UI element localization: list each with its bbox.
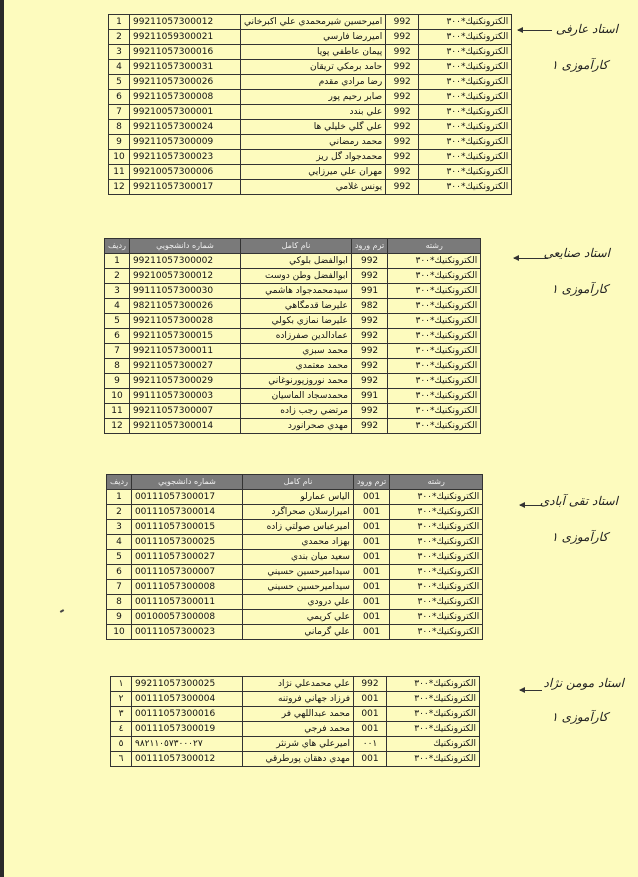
table-row bbox=[107, 490, 483, 505]
row-number-cell: 10 bbox=[105, 389, 130, 404]
student-name-cell: سيدمحمدجواد هاشمي bbox=[240, 284, 351, 299]
row-number-cell: 6 bbox=[105, 329, 130, 344]
table-row bbox=[105, 269, 481, 284]
roster-header bbox=[105, 239, 481, 254]
row-number-cell: 4 bbox=[107, 535, 132, 550]
entry-term-cell: 991 bbox=[351, 389, 387, 404]
table-row bbox=[109, 165, 512, 180]
student-name-cell: ابوالفضل بلوكي bbox=[240, 254, 351, 269]
entry-term-cell: 001 bbox=[353, 490, 389, 505]
major-cell: الكترونكنيك*٣٠٠ bbox=[419, 60, 512, 75]
entry-term-cell: 992 bbox=[351, 359, 387, 374]
entry-term-cell: 992 bbox=[386, 90, 419, 105]
roster-body bbox=[111, 677, 480, 767]
major-cell: الكترونكنيك*٣٠٠ bbox=[419, 105, 512, 120]
student-id-cell: 00111057300011 bbox=[131, 595, 242, 610]
student-name-cell: علي محمدعلي نژاد bbox=[243, 677, 354, 692]
roster-table-arefi bbox=[108, 14, 512, 195]
student-id-cell: 00111057300016 bbox=[132, 707, 243, 722]
entry-term-cell: 001 bbox=[353, 565, 389, 580]
entry-term-cell: 001 bbox=[353, 625, 389, 640]
table-row bbox=[105, 389, 481, 404]
entry-term-cell: 992 bbox=[386, 30, 419, 45]
row-number-cell: 10 bbox=[107, 625, 132, 640]
course-note-momennejad bbox=[551, 710, 608, 724]
student-id-cell: 99211057300016 bbox=[130, 45, 241, 60]
course-note-taghiabadi bbox=[551, 530, 608, 544]
major-cell: الكترونكنيك*٣٠٠ bbox=[390, 610, 483, 625]
student-id-cell: 99211057300029 bbox=[129, 374, 240, 389]
student-name-cell: علي گلي خليلي ها bbox=[241, 120, 386, 135]
major-cell: الكترونكنيك*٣٠٠ bbox=[388, 314, 481, 329]
entry-term-cell: 001 bbox=[354, 692, 387, 707]
student-id-cell: 00100057300008 bbox=[131, 610, 242, 625]
header-entry-term-cell: ترم ورود bbox=[353, 475, 389, 490]
table-row bbox=[109, 75, 512, 90]
entry-term-cell: 001 bbox=[353, 520, 389, 535]
table-row bbox=[111, 692, 480, 707]
table-row bbox=[107, 505, 483, 520]
student-id-cell: 99211057300024 bbox=[130, 120, 241, 135]
roster-body bbox=[105, 254, 481, 434]
student-name-cell: فرزاد جهاني فروتنه bbox=[243, 692, 354, 707]
row-number-cell: 12 bbox=[105, 419, 130, 434]
entry-term-cell: 992 bbox=[386, 105, 419, 120]
major-cell: الكترونكنيك*٣٠٠ bbox=[388, 329, 481, 344]
major-cell: الكترونكنيك*٣٠٠ bbox=[388, 284, 481, 299]
entry-term-cell: 001 bbox=[353, 550, 389, 565]
row-number-cell: 2 bbox=[105, 269, 130, 284]
major-cell: الكترونكنيك*٣٠٠ bbox=[419, 180, 512, 195]
student-id-cell: 99211057300012 bbox=[130, 15, 241, 30]
student-id-cell: 99211057300011 bbox=[129, 344, 240, 359]
table-row bbox=[105, 299, 481, 314]
roster-body bbox=[109, 15, 512, 195]
table-row bbox=[105, 284, 481, 299]
course-name: کارآموزی ۱ bbox=[551, 710, 608, 724]
student-name-cell: سيداميرحسين حسيني bbox=[242, 580, 353, 595]
major-cell: الكترونكنيك*٣٠٠ bbox=[388, 359, 481, 374]
header-entry-term-cell: ترم ورود bbox=[351, 239, 387, 254]
student-name-cell: محمد سبزي bbox=[240, 344, 351, 359]
entry-term-cell: 001 bbox=[353, 535, 389, 550]
entry-term-cell: 992 bbox=[351, 254, 387, 269]
table-row bbox=[107, 595, 483, 610]
roster-header bbox=[107, 475, 483, 490]
table-row bbox=[107, 625, 483, 640]
student-name-cell: محمد فرجي bbox=[243, 722, 354, 737]
entry-term-cell: 001 bbox=[354, 752, 387, 767]
row-number-cell: 5 bbox=[107, 550, 132, 565]
instructor-note-sanaei bbox=[544, 246, 610, 260]
entry-term-cell: 992 bbox=[386, 180, 419, 195]
entry-term-cell: 001 bbox=[353, 595, 389, 610]
row-number-cell: 5 bbox=[105, 314, 130, 329]
entry-term-cell: 001 bbox=[353, 580, 389, 595]
entry-term-cell: 992 bbox=[351, 314, 387, 329]
row-number-cell: 4 bbox=[109, 60, 130, 75]
student-name-cell: رضا مرادي مقدم bbox=[241, 75, 386, 90]
student-name-cell: ابوالفضل وطن دوست bbox=[240, 269, 351, 284]
student-id-cell: 99211057300031 bbox=[130, 60, 241, 75]
major-cell: الكترونكنيك*٣٠٠ bbox=[387, 722, 480, 737]
entry-term-cell: 992 bbox=[351, 344, 387, 359]
student-id-cell: 00111057300027 bbox=[131, 550, 242, 565]
table-row bbox=[109, 60, 512, 75]
student-name-cell: عمادالدين صفرزاده bbox=[240, 329, 351, 344]
student-name-cell: سعيد ميان بندي bbox=[242, 550, 353, 565]
major-cell: الكترونكنيك*٣٠٠ bbox=[390, 535, 483, 550]
major-cell: الكترونكنيك*٣٠٠ bbox=[419, 165, 512, 180]
row-number-cell: 2 bbox=[107, 505, 132, 520]
student-id-cell: 99211057300002 bbox=[129, 254, 240, 269]
student-name-cell: عليرضا نمازي بكولي bbox=[240, 314, 351, 329]
major-cell: الكترونكنيك*٣٠٠ bbox=[419, 90, 512, 105]
row-number-cell: 12 bbox=[109, 180, 130, 195]
table-row bbox=[105, 404, 481, 419]
table-row bbox=[107, 580, 483, 595]
header-student-name-cell: نام كامل bbox=[240, 239, 351, 254]
header-row-number-cell: رديف bbox=[105, 239, 130, 254]
note-arrow bbox=[520, 505, 542, 506]
major-cell: الكترونكنيك*٣٠٠ bbox=[388, 269, 481, 284]
entry-term-cell: 992 bbox=[386, 75, 419, 90]
row-number-cell: 11 bbox=[105, 404, 130, 419]
major-cell: الكترونكنيك*٣٠٠ bbox=[387, 677, 480, 692]
entry-term-cell: 992 bbox=[386, 60, 419, 75]
entry-term-cell: 992 bbox=[386, 150, 419, 165]
row-number-cell: 9 bbox=[109, 135, 130, 150]
entry-term-cell: 992 bbox=[386, 15, 419, 30]
row-number-cell: 7 bbox=[109, 105, 130, 120]
table-row bbox=[105, 314, 481, 329]
major-cell: الكترونكنيك*٣٠٠ bbox=[390, 595, 483, 610]
entry-term-cell: 001 bbox=[353, 610, 389, 625]
student-id-cell: 99211057300028 bbox=[129, 314, 240, 329]
student-id-cell: 00111057300017 bbox=[131, 490, 242, 505]
student-id-cell: 99211057300008 bbox=[130, 90, 241, 105]
student-name-cell: محمد نوروزپورنوغاني bbox=[240, 374, 351, 389]
entry-term-cell: ٠٠١ bbox=[354, 737, 387, 752]
row-number-cell: 3 bbox=[105, 284, 130, 299]
entry-term-cell: 992 bbox=[351, 269, 387, 284]
row-number-cell: ١ bbox=[111, 677, 132, 692]
entry-term-cell: 991 bbox=[351, 284, 387, 299]
major-cell: الكترونكنيك*٣٠٠ bbox=[387, 707, 480, 722]
header-student-id-cell: شماره دانشجويي bbox=[131, 475, 242, 490]
entry-term-cell: 992 bbox=[351, 404, 387, 419]
student-name-cell: عليرضا قدمگاهي bbox=[240, 299, 351, 314]
row-number-cell: 1 bbox=[105, 254, 130, 269]
student-name-cell: اميرارسلان صحراگرد bbox=[242, 505, 353, 520]
student-name-cell: محمد معتمدي bbox=[240, 359, 351, 374]
row-number-cell: 7 bbox=[107, 580, 132, 595]
roster-body bbox=[107, 490, 483, 640]
table-row bbox=[109, 135, 512, 150]
header-student-name-cell: نام كامل bbox=[242, 475, 353, 490]
student-id-cell: 99211057300025 bbox=[132, 677, 243, 692]
entry-term-cell: 982 bbox=[351, 299, 387, 314]
student-name-cell: اميرحسين شيرمحمدي علي اكبرخاني bbox=[241, 15, 386, 30]
header-major-cell: رشته bbox=[390, 475, 483, 490]
major-cell: الكترونكنيك*٣٠٠ bbox=[390, 550, 483, 565]
row-number-cell: 10 bbox=[109, 150, 130, 165]
table-row bbox=[107, 610, 483, 625]
table-row bbox=[111, 752, 480, 767]
student-name-cell: علي درودي bbox=[242, 595, 353, 610]
entry-term-cell: 992 bbox=[354, 677, 387, 692]
course-name: کارآموزی ۱ bbox=[551, 530, 608, 544]
major-cell: الكترونكنيك*٣٠٠ bbox=[390, 580, 483, 595]
row-number-cell: ٦ bbox=[111, 752, 132, 767]
student-id-cell: 00111057300014 bbox=[131, 505, 242, 520]
row-number-cell: 1 bbox=[109, 15, 130, 30]
major-cell: الكترونكنيك*٣٠٠ bbox=[388, 299, 481, 314]
row-number-cell: ٣ bbox=[111, 707, 132, 722]
scan-edge bbox=[0, 0, 4, 877]
major-cell: الكترونكنيك*٣٠٠ bbox=[388, 344, 481, 359]
student-name-cell: پيمان عاطفي پويا bbox=[241, 45, 386, 60]
header-row bbox=[107, 475, 483, 490]
major-cell: الكترونكنيك*٣٠٠ bbox=[390, 625, 483, 640]
major-cell: الكترونكنيك*٣٠٠ bbox=[388, 419, 481, 434]
student-name-cell: مرتضي رجب زاده bbox=[240, 404, 351, 419]
major-cell: الكترونكنيك*٣٠٠ bbox=[419, 135, 512, 150]
student-id-cell: 00111057300004 bbox=[132, 692, 243, 707]
table-row bbox=[107, 550, 483, 565]
row-number-cell: 6 bbox=[109, 90, 130, 105]
major-cell: الكترونكنيك*٣٠٠ bbox=[390, 565, 483, 580]
student-id-cell: 99211057300017 bbox=[130, 180, 241, 195]
course-note-arefi bbox=[551, 58, 608, 72]
student-name-cell: محمدجواد گل ريز bbox=[241, 150, 386, 165]
row-number-cell: 5 bbox=[109, 75, 130, 90]
table-row bbox=[111, 677, 480, 692]
student-id-cell: 00111057300019 bbox=[132, 722, 243, 737]
entry-term-cell: 992 bbox=[386, 45, 419, 60]
major-cell: الكترونكنيك bbox=[387, 737, 480, 752]
instructor-name: استاد تقی آبادی bbox=[539, 494, 618, 508]
row-number-cell: 2 bbox=[109, 30, 130, 45]
table-row bbox=[107, 535, 483, 550]
entry-term-cell: 992 bbox=[351, 419, 387, 434]
roster-table-momennejad bbox=[110, 676, 480, 767]
table-row bbox=[109, 90, 512, 105]
table-row bbox=[109, 150, 512, 165]
major-cell: الكترونكنيك*٣٠٠ bbox=[388, 254, 481, 269]
header-row-number-cell: رديف bbox=[107, 475, 132, 490]
student-id-cell: 99211057300023 bbox=[130, 150, 241, 165]
student-id-cell: 99210057300006 bbox=[130, 165, 241, 180]
row-number-cell: ٤ bbox=[111, 722, 132, 737]
major-cell: الكترونكنيك*٣٠٠ bbox=[390, 505, 483, 520]
student-id-cell: 99211057300014 bbox=[129, 419, 240, 434]
entry-term-cell: 992 bbox=[386, 135, 419, 150]
student-id-cell: 00111057300012 bbox=[132, 752, 243, 767]
major-cell: الكترونكنيك*٣٠٠ bbox=[388, 389, 481, 404]
student-name-cell: مهدي صحرانورد bbox=[240, 419, 351, 434]
student-name-cell: يونس غلامي bbox=[241, 180, 386, 195]
major-cell: الكترونكنيك*٣٠٠ bbox=[419, 30, 512, 45]
instructor-name: استاد عارفی bbox=[555, 22, 618, 36]
table-row bbox=[105, 344, 481, 359]
row-number-cell: 1 bbox=[107, 490, 132, 505]
table-row bbox=[109, 105, 512, 120]
instructor-note-momennejad bbox=[544, 676, 624, 690]
major-cell: الكترونكنيك*٣٠٠ bbox=[387, 692, 480, 707]
row-number-cell: 8 bbox=[109, 120, 130, 135]
table-row bbox=[109, 45, 512, 60]
entry-term-cell: 001 bbox=[354, 722, 387, 737]
row-number-cell: 9 bbox=[105, 374, 130, 389]
student-name-cell: سيداميرحسين حسيني bbox=[242, 565, 353, 580]
table-row bbox=[105, 374, 481, 389]
student-id-cell: 99211057300027 bbox=[129, 359, 240, 374]
major-cell: الكترونكنيك*٣٠٠ bbox=[419, 45, 512, 60]
table-row bbox=[105, 329, 481, 344]
row-number-cell: 4 bbox=[105, 299, 130, 314]
roster-table-sanaei bbox=[104, 238, 481, 434]
instructor-name: استاد مومن نژاد bbox=[543, 676, 624, 690]
major-cell: الكترونكنيك*٣٠٠ bbox=[419, 75, 512, 90]
student-name-cell: صابر رحيم پور bbox=[241, 90, 386, 105]
major-cell: الكترونكنيك*٣٠٠ bbox=[390, 520, 483, 535]
table-row bbox=[105, 419, 481, 434]
major-cell: الكترونكنيك*٣٠٠ bbox=[387, 752, 480, 767]
student-name-cell: محمد رمضاني bbox=[241, 135, 386, 150]
row-number-cell: 3 bbox=[109, 45, 130, 60]
student-id-cell: 00111057300023 bbox=[131, 625, 242, 640]
table-row bbox=[109, 180, 512, 195]
student-id-cell: 99211057300007 bbox=[129, 404, 240, 419]
student-id-cell: 99211057300009 bbox=[130, 135, 241, 150]
header-major-cell: رشته bbox=[388, 239, 481, 254]
student-name-cell: اميررضا فارسي bbox=[241, 30, 386, 45]
student-id-cell: 00111057300008 bbox=[131, 580, 242, 595]
student-id-cell: 99111057300030 bbox=[129, 284, 240, 299]
entry-term-cell: 992 bbox=[351, 329, 387, 344]
row-number-cell: ٥ bbox=[111, 737, 132, 752]
table-row bbox=[105, 254, 481, 269]
header-student-id-cell: شماره دانشجويي bbox=[129, 239, 240, 254]
table-row bbox=[105, 359, 481, 374]
student-id-cell: 99210057300001 bbox=[130, 105, 241, 120]
entry-term-cell: 992 bbox=[351, 374, 387, 389]
student-name-cell: مهدي دهقان پورطرقي bbox=[243, 752, 354, 767]
major-cell: الكترونكنيك*٣٠٠ bbox=[390, 490, 483, 505]
entry-term-cell: 001 bbox=[354, 707, 387, 722]
header-row bbox=[105, 239, 481, 254]
note-arrow bbox=[518, 30, 552, 31]
student-id-cell: 99210057300012 bbox=[129, 269, 240, 284]
student-name-cell: علي بندد bbox=[241, 105, 386, 120]
student-name-cell: محمد عبداللهي فر bbox=[243, 707, 354, 722]
row-number-cell: 3 bbox=[107, 520, 132, 535]
student-id-cell: 00111057300015 bbox=[131, 520, 242, 535]
course-name: کارآموزی ۱ bbox=[551, 58, 608, 72]
entry-term-cell: 992 bbox=[386, 165, 419, 180]
course-note-sanaei bbox=[551, 282, 608, 296]
table-row bbox=[111, 722, 480, 737]
major-cell: الكترونكنيك*٣٠٠ bbox=[388, 404, 481, 419]
major-cell: الكترونكنيك*٣٠٠ bbox=[419, 15, 512, 30]
table-row bbox=[109, 15, 512, 30]
table-row bbox=[107, 565, 483, 580]
row-number-cell: 6 bbox=[107, 565, 132, 580]
row-number-cell: 7 bbox=[105, 344, 130, 359]
student-id-cell: 00111057300025 bbox=[131, 535, 242, 550]
margin-mark bbox=[60, 609, 64, 613]
table-row bbox=[109, 120, 512, 135]
student-name-cell: حامد برمكي تريقان bbox=[241, 60, 386, 75]
entry-term-cell: 992 bbox=[386, 120, 419, 135]
student-name-cell: الياس عمارلو bbox=[242, 490, 353, 505]
row-number-cell: 11 bbox=[109, 165, 130, 180]
student-id-cell: ٩٨٢١١٠٥٧٣٠٠٠٢٧ bbox=[132, 737, 243, 752]
student-name-cell: بهزاد محمدي bbox=[242, 535, 353, 550]
note-arrow bbox=[520, 690, 542, 691]
student-name-cell: مهران علي ميرزايي bbox=[241, 165, 386, 180]
table-row bbox=[111, 707, 480, 722]
student-id-cell: 99211059300021 bbox=[130, 30, 241, 45]
table-row bbox=[107, 520, 483, 535]
instructor-note-arefi bbox=[556, 22, 618, 36]
student-name-cell: علي گرماني bbox=[242, 625, 353, 640]
row-number-cell: 8 bbox=[105, 359, 130, 374]
student-id-cell: 99211057300026 bbox=[130, 75, 241, 90]
student-name-cell: اميرعلي هاي شرنثر bbox=[243, 737, 354, 752]
row-number-cell: 8 bbox=[107, 595, 132, 610]
student-id-cell: 00111057300007 bbox=[131, 565, 242, 580]
student-name-cell: محمدسجاد الماسيان bbox=[240, 389, 351, 404]
row-number-cell: 9 bbox=[107, 610, 132, 625]
student-name-cell: علي كريمي bbox=[242, 610, 353, 625]
student-id-cell: 99211057300015 bbox=[129, 329, 240, 344]
major-cell: الكترونكنيك*٣٠٠ bbox=[388, 374, 481, 389]
course-name: کارآموزی ۱ bbox=[551, 282, 608, 296]
instructor-name: استاد صنایعی bbox=[543, 246, 610, 260]
instructor-note-taghiabadi bbox=[540, 494, 618, 508]
table-row bbox=[111, 737, 480, 752]
student-name-cell: اميرعباس صولتي زاده bbox=[242, 520, 353, 535]
student-id-cell: 98211057300026 bbox=[129, 299, 240, 314]
major-cell: الكترونكنيك*٣٠٠ bbox=[419, 150, 512, 165]
major-cell: الكترونكنيك*٣٠٠ bbox=[419, 120, 512, 135]
row-number-cell: ٢ bbox=[111, 692, 132, 707]
entry-term-cell: 001 bbox=[353, 505, 389, 520]
table-row bbox=[109, 30, 512, 45]
student-id-cell: 99111057300003 bbox=[129, 389, 240, 404]
roster-table-taghiabadi bbox=[106, 474, 483, 640]
